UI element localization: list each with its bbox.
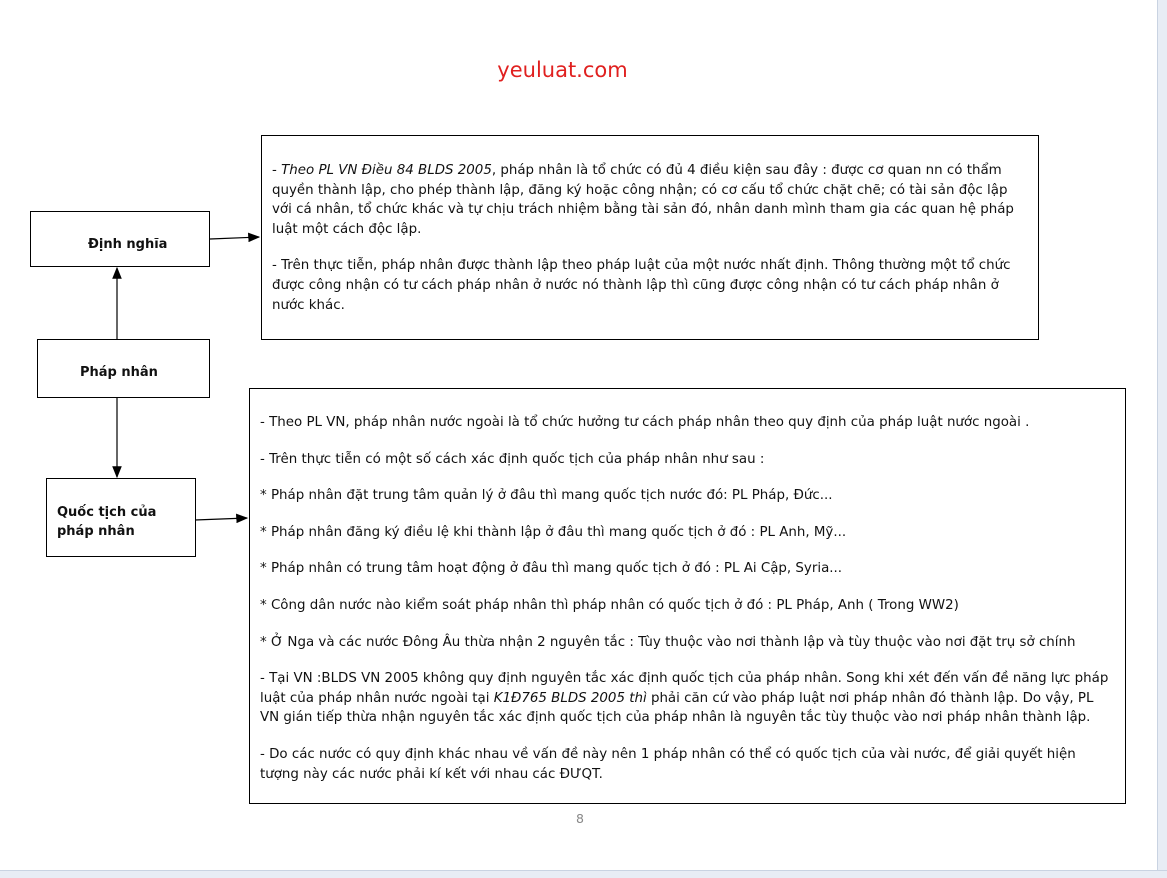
nationality-paragraph-2: - Trên thực tiễn có một số cách xác định quốc tịch của pháp nhân như sau :: [260, 451, 765, 467]
node-nationality-label-line1: Quốc tịch của: [57, 505, 157, 520]
definition-paragraph-1: [272, 161, 1028, 239]
definition-p1-text: , pháp nhân là tổ chức có đủ 4 điều kiện sau đây : được cơ quan nn có thẩm quyền thành lập, cho phép thành lập, đăng ký hoặc công nhận; có cơ cấu tổ chức chặt chẽ; có tài sản độc lập với cá nhân, tổ chức khác và tự chịu trách nhiệm bằng tài sản đó, nhân danh mình tham gia các quan hệ pháp luật một cách độc lập.: [272, 163, 1014, 237]
nationality-p8-text: phải căn cứ vào pháp luật nơi pháp nhân đó thành lập. Do vậy, PL VN gián tiếp thừa nhận nguyên tắc xác định quốc tịch của pháp nhân là nguyên tắc tùy thuộc vào nơi pháp nhân thành lập.: [260, 690, 1094, 726]
nationality-p8-citation: K1Đ765 BLDS 2005 thì: [493, 690, 647, 706]
arrow-definition-to-text: [210, 237, 259, 239]
definition-paragraph-2: - Trên thực tiễn, pháp nhân được thành lập theo pháp luật của một nước nhất định. Thông thường một tổ chức được công nhận có tư cách pháp nhân ở nước nó thành lập thì cũng được công nhận có tư cách pháp nhân ở nước khác.: [272, 258, 1011, 313]
node-definition-label: Định nghĩa: [88, 237, 168, 252]
nationality-paragraph-6: * Công dân nước nào kiểm soát pháp nhân thì pháp nhân có quốc tịch ở đó : PL Pháp, Anh ( Trong WW2): [260, 597, 959, 613]
nationality-paragraph-7: * Ở Nga và các nước Đông Âu thừa nhận 2 nguyên tắc : Tùy thuộc vào nơi thành lập và tùy thuộc vào nơi đặt trụ sở chính: [260, 634, 1076, 650]
page-number: 8: [576, 811, 584, 826]
nationality-paragraph-9: - Do các nước có quy định khác nhau về vấn đề này nên 1 pháp nhân có thể có quốc tịch của vài nước, để giải quyết hiện tượng này các nước phải kí kết với nhau các ĐƯQT.: [260, 746, 1076, 782]
nationality-paragraph-3: * Pháp nhân đặt trung tâm quản lý ở đâu thì mang quốc tịch nước đó: PL Pháp, Đức...: [260, 488, 833, 504]
site-title: yeuluat.com: [497, 58, 628, 82]
nationality-p8-prefix: - Tại VN :BLDS VN 2005 không quy định nguyên tắc xác định quốc tịch của pháp nhân. Song khi xét đến vấn đề năng lực pháp luật của pháp nhân nước ngoài tại: [260, 671, 1109, 706]
nationality-paragraph-1: - Theo PL VN, pháp nhân nước ngoài là tổ chức hưởng tư cách pháp nhân theo quy định của pháp luật nước ngoài .: [260, 415, 1030, 430]
nationality-paragraph-8: [260, 669, 1115, 728]
nationality-text-box: [249, 388, 1126, 804]
node-legal-entity: [37, 339, 210, 398]
node-legal-entity-label: Pháp nhân: [80, 365, 158, 380]
definition-p1-citation: Theo PL VN Điều 84 BLDS 2005: [281, 163, 492, 178]
node-nationality-label-line2: pháp nhân: [57, 524, 135, 539]
node-definition: [30, 211, 210, 267]
nationality-paragraph-5: * Pháp nhân có trung tâm hoạt động ở đâu thì mang quốc tịch ở đó : PL Ai Cập, Syria...: [260, 561, 843, 577]
definition-p1-prefix: -: [272, 163, 282, 178]
node-nationality: [46, 478, 196, 557]
nationality-paragraph-4: * Pháp nhân đăng ký điều lệ khi thành lập ở đâu thì mang quốc tịch ở đó : PL Anh, Mỹ...: [260, 524, 847, 540]
arrow-nationality-to-text: [195, 518, 247, 520]
definition-text-box: [261, 135, 1039, 340]
